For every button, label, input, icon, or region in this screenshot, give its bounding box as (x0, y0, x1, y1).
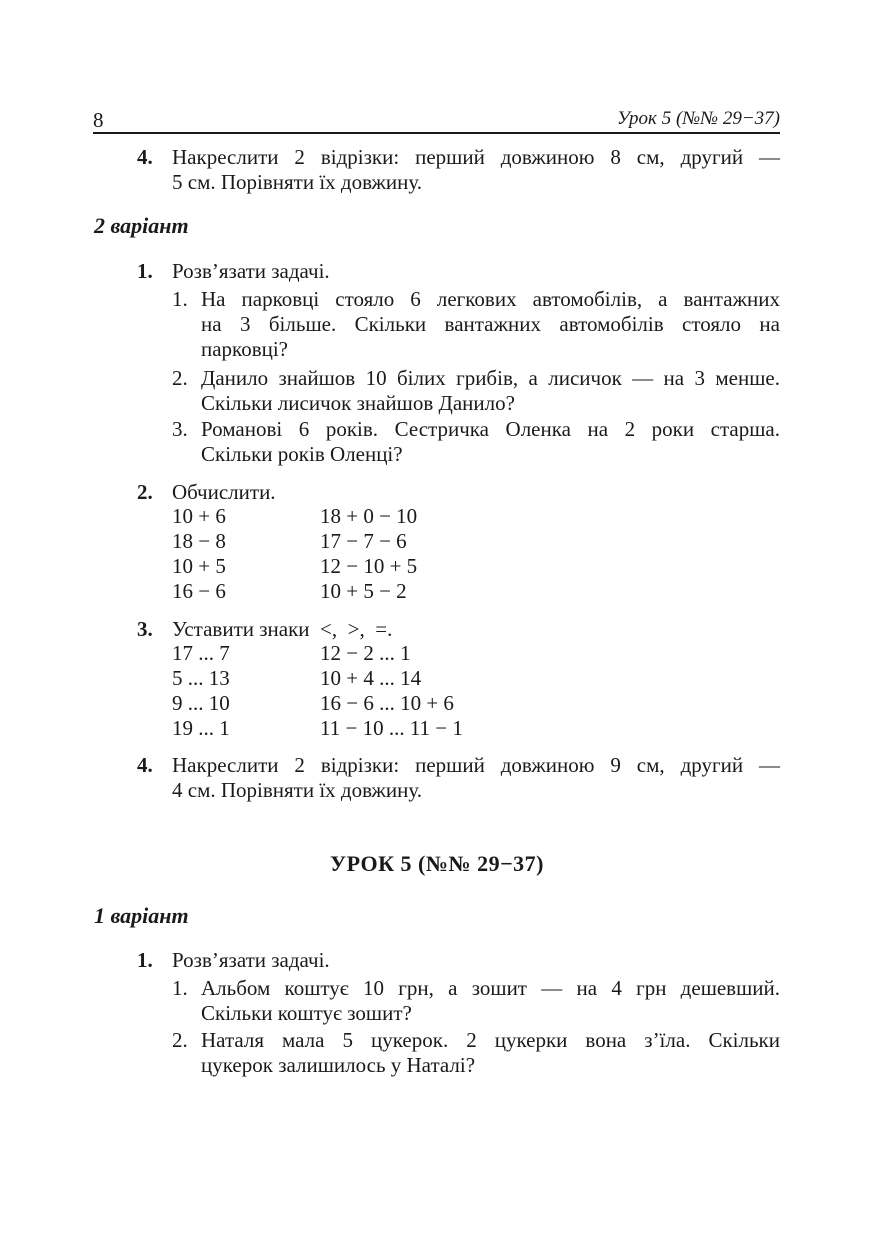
expression: 18 − 8 (172, 529, 226, 553)
expression: 9 ... 10 (172, 691, 230, 715)
expression: 10 + 5 − 2 (320, 579, 407, 603)
task-text-line: 4 см. Порівняти їх довжину. (172, 778, 423, 802)
subtask-line: на 3 більше. Скільки вантажних автомобілів стояло на (201, 312, 780, 336)
expression: 11 − 10 ... 11 − 1 (320, 716, 463, 740)
expression: 12 − 2 ... 1 (320, 641, 411, 665)
subtask-line: парковці? (201, 337, 289, 361)
task-number: 1. (137, 259, 153, 283)
subtask-line: На парковці стояло 6 легкових автомобілів, а вантажних (201, 287, 780, 311)
page-number: 8 (93, 108, 104, 132)
subtask-line: Данило знайшов 10 білих грибів, а лисичок — на 3 менше. (201, 366, 780, 390)
subtask-line: Скільки років Оленці? (201, 442, 403, 466)
task-number: 2. (137, 480, 153, 504)
expression: 16 − 6 ... 10 + 6 (320, 691, 454, 715)
task-number: 3. (137, 617, 153, 641)
task-text: Уставити знаки <, >, =. (172, 617, 393, 641)
running-title: Урок 5 (№№ 29−37) (617, 108, 780, 129)
subtask-line: Скільки лисичок знайшов Данило? (201, 391, 515, 415)
task-text: Розв’язати задачі. (172, 259, 330, 283)
expression: 10 + 4 ... 14 (320, 666, 422, 690)
expression: 5 ... 13 (172, 666, 230, 690)
variant-heading: 1 варіант (94, 903, 189, 928)
subtask-number: 1. (172, 287, 188, 311)
expression: 16 − 6 (172, 579, 226, 603)
subtask-number: 2. (172, 366, 188, 390)
subtask-line: Наталя мала 5 цукерок. 2 цукерки вона з’їла. Скільки (201, 1028, 780, 1052)
task-text-line: Накреслити 2 відрізки: перший довжиною 9 см, другий — (172, 753, 780, 777)
expression: 19 ... 1 (172, 716, 230, 740)
lesson-heading: УРОК 5 (№№ 29−37) (330, 851, 544, 876)
task-number: 1. (137, 948, 153, 972)
task-text: Розв’язати задачі. (172, 948, 330, 972)
task-number: 4. (137, 753, 153, 777)
subtask-number: 2. (172, 1028, 188, 1052)
expression: 17 ... 7 (172, 641, 230, 665)
subtask-number: 1. (172, 976, 188, 1000)
subtask-number: 3. (172, 417, 188, 441)
expression: 12 − 10 + 5 (320, 554, 418, 578)
expression: 18 + 0 − 10 (320, 504, 418, 528)
subtask-line: Альбом коштує 10 грн, а зошит — на 4 грн дешевший. (201, 976, 780, 1000)
task-text: Обчислити. (172, 480, 276, 504)
variant-heading: 2 варіант (94, 213, 189, 238)
task-text-line: Накреслити 2 відрізки: перший довжиною 8 см, другий — (172, 145, 780, 169)
task-text-line: 5 см. Порівняти їх довжину. (172, 170, 423, 194)
header-rule (93, 132, 780, 134)
expression: 17 − 7 − 6 (320, 529, 407, 553)
subtask-line: Скільки коштує зошит? (201, 1001, 412, 1025)
expression: 10 + 6 (172, 504, 226, 528)
expression: 10 + 5 (172, 554, 226, 578)
subtask-line: цукерок залишилось у Наталі? (201, 1053, 476, 1077)
task-number: 4. (137, 145, 153, 169)
subtask-line: Романові 6 років. Сестричка Оленка на 2 роки старша. (201, 417, 780, 441)
